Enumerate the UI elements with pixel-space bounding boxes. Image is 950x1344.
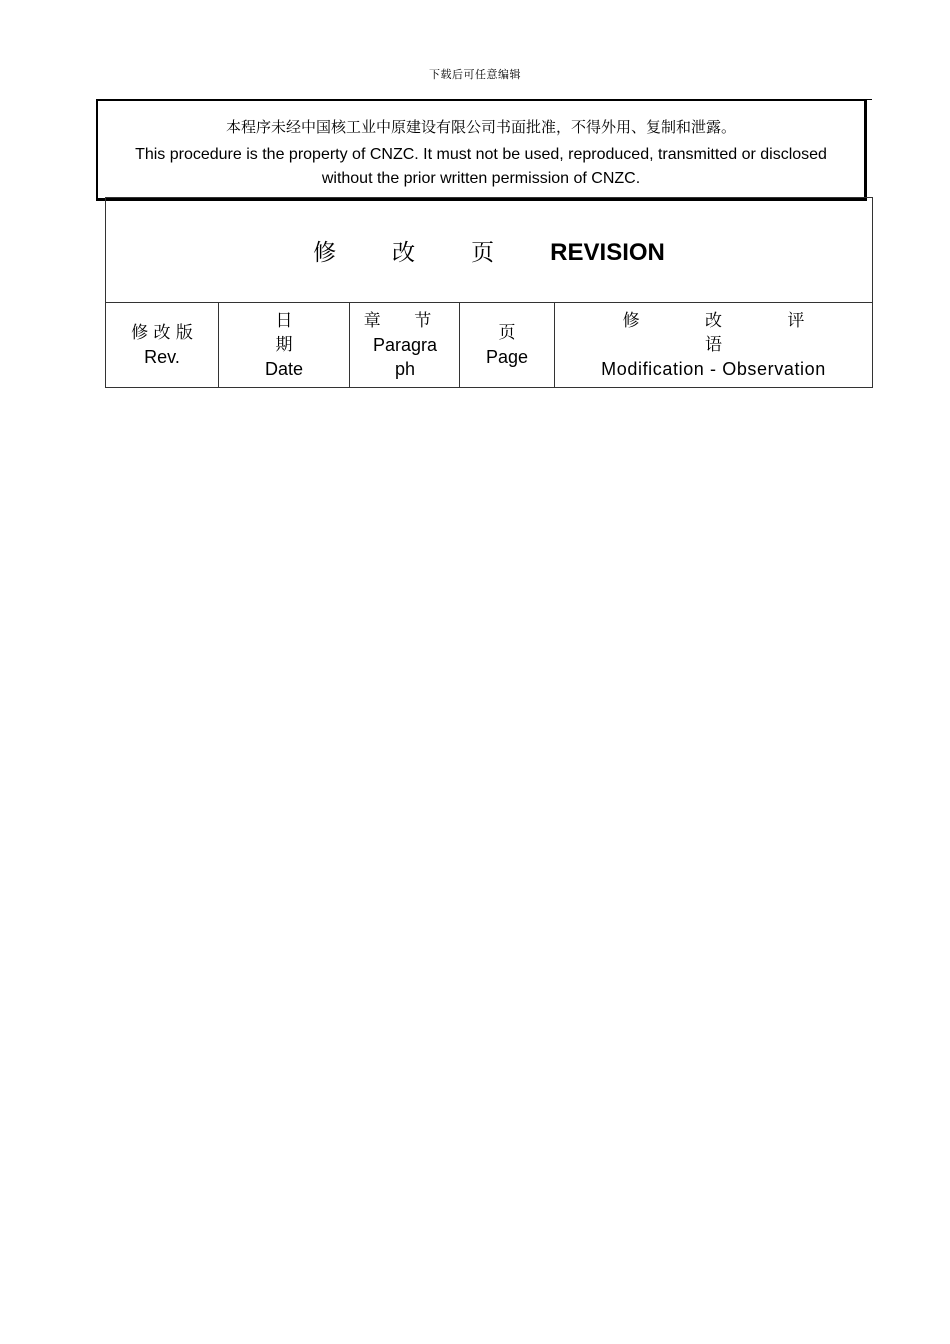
col-date-en: Date: [264, 359, 304, 379]
revision-title-cn: 修 改 页: [313, 239, 495, 266]
revision-title: [106, 198, 873, 303]
col-header-paragraph: [350, 303, 460, 388]
col-modification-en: Modification - Observation: [601, 359, 826, 379]
header-note: 下载后可任意编辑: [429, 68, 521, 81]
col-page-en: Page: [485, 347, 529, 367]
notice-en-line1: This procedure is the property of CNZC. It must not be used, reproduced, transmitted or disclosed: [135, 146, 827, 163]
col-rev-cn: 修 改 版: [131, 323, 193, 343]
col-header-page: [460, 303, 555, 388]
confidentiality-notice: [96, 99, 867, 201]
col-header-rev: [106, 303, 219, 388]
notice-cn-text: 本程序未经中国核工业中原建设有限公司书面批准，不得外用、复制和泄露。: [225, 118, 736, 136]
notice-en-line2: without the prior written permission of CNZC.: [321, 170, 641, 187]
col-paragraph-cn: 章 节: [363, 311, 446, 331]
revision-table: [105, 197, 873, 388]
col-modification-cn: 修 改 评 语: [622, 311, 835, 355]
revision-title-en: REVISION: [550, 238, 665, 266]
border-tick: [862, 99, 872, 100]
col-page-cn: 页: [498, 323, 516, 343]
col-header-date: [219, 303, 350, 388]
col-paragraph-en: Paragraph: [372, 335, 438, 379]
col-date-cn: 日 期: [275, 311, 343, 355]
col-rev-en: Rev.: [144, 347, 180, 367]
notice-en-text: [98, 143, 864, 191]
col-header-modification: [555, 303, 873, 388]
